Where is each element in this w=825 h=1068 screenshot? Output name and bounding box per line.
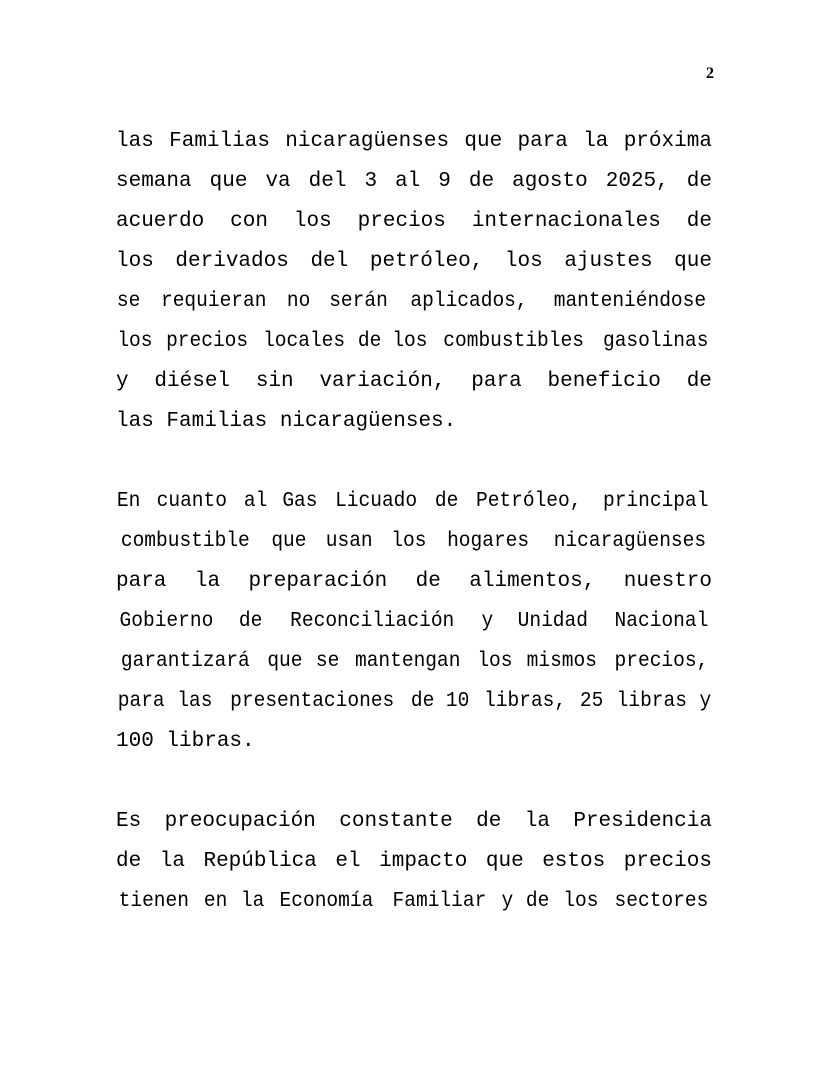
word: para: [517, 130, 568, 153]
word: la: [524, 810, 550, 833]
word: del: [308, 170, 347, 193]
word: de: [526, 890, 550, 913]
word: agosto: [512, 170, 588, 193]
word: ajustes: [564, 250, 653, 273]
word: los: [476, 650, 513, 673]
word: manteniéndose: [553, 290, 707, 313]
word: mantengan: [354, 650, 461, 673]
word: mismos: [527, 650, 598, 673]
word: nicaragüenses: [285, 130, 450, 153]
text-line: [116, 802, 712, 842]
word: requieran: [161, 290, 267, 313]
word: preocupación: [164, 810, 316, 833]
word: y: [699, 690, 712, 713]
word: de: [238, 610, 263, 633]
text-line: [116, 522, 712, 562]
word: que: [674, 250, 712, 273]
text-line: [116, 682, 712, 722]
word: nuestro: [623, 570, 712, 593]
text-line: [116, 602, 712, 642]
word: 2025,: [605, 170, 669, 193]
word: que: [464, 130, 503, 153]
word: que: [267, 650, 303, 673]
word: Gobierno: [119, 610, 214, 633]
word: próxima: [623, 130, 712, 153]
word: 100 libras.: [116, 730, 255, 753]
text-line: [116, 402, 712, 442]
word: República: [203, 850, 317, 873]
text-line: [116, 362, 712, 402]
word: la: [240, 890, 265, 913]
page-number: 2: [706, 65, 714, 82]
word: 9: [438, 170, 451, 193]
word: que: [209, 170, 248, 193]
word: semana: [116, 170, 192, 193]
word: combustibles: [443, 330, 585, 353]
word: de: [686, 370, 712, 393]
word: de: [415, 570, 441, 593]
text-line: [116, 322, 712, 362]
word: variación,: [319, 370, 446, 393]
word: constante: [339, 810, 453, 833]
word: y: [481, 610, 494, 633]
word: va: [265, 170, 291, 193]
paragraph: [116, 482, 712, 762]
word: derivados: [175, 250, 289, 273]
word: Presidencia: [573, 810, 712, 833]
text-line: [116, 882, 712, 922]
word: se: [315, 650, 339, 673]
word: petróleo,: [369, 250, 484, 273]
word: precios: [165, 330, 248, 353]
word: tienen: [118, 890, 189, 913]
word: que: [485, 850, 524, 873]
word: 10: [446, 690, 470, 713]
word: libras: [616, 690, 687, 713]
word: al: [243, 490, 268, 513]
word: de: [468, 170, 495, 193]
word: las Familias nicaragüenses.: [116, 410, 457, 433]
word: internacionales: [471, 210, 661, 233]
word: de: [686, 170, 712, 193]
word: aplicados,: [410, 290, 528, 313]
word: no: [287, 290, 311, 313]
word: hogares: [447, 530, 530, 553]
word: Reconciliación: [290, 610, 455, 633]
word: Gas: [282, 490, 318, 513]
text-line: [116, 242, 712, 282]
text-line: [116, 642, 712, 682]
text-line: [116, 282, 712, 322]
word: para: [116, 570, 167, 593]
word: se: [116, 290, 141, 313]
word: estos: [542, 850, 606, 873]
word: sectores: [614, 890, 709, 913]
word: serán: [329, 290, 389, 313]
word: preparación: [248, 570, 388, 593]
text-line: [116, 722, 712, 762]
text-line: [116, 562, 712, 602]
word: alimentos,: [469, 570, 596, 593]
word: Familiar: [392, 890, 487, 913]
word: 25: [579, 690, 604, 713]
word: combustible: [120, 530, 250, 553]
word: al: [395, 170, 421, 193]
text-line: [116, 842, 712, 882]
word: de: [476, 810, 502, 833]
word: En: [116, 490, 141, 513]
text-line: [116, 162, 712, 202]
text-line: [116, 202, 712, 242]
word: la: [159, 850, 185, 873]
word: el: [335, 850, 361, 873]
word: presentaciones: [230, 690, 395, 713]
word: Economía: [279, 890, 374, 913]
word: las: [116, 130, 154, 153]
word: Licuado: [335, 490, 418, 513]
word: la: [194, 570, 221, 593]
word: Nacional: [614, 610, 709, 633]
word: Petróleo,: [475, 490, 582, 513]
word: diésel: [154, 370, 231, 393]
word: Familias: [169, 130, 270, 153]
word: que: [271, 530, 307, 553]
word: gasolinas: [602, 330, 708, 353]
word: para: [471, 370, 522, 393]
word: garantizará: [120, 650, 250, 673]
word: y: [116, 370, 129, 393]
word: principal: [602, 490, 708, 513]
word: beneficio: [547, 370, 661, 393]
word: los: [391, 530, 427, 553]
word: cuanto: [156, 490, 228, 513]
word: los: [504, 250, 543, 273]
word: de: [116, 850, 142, 873]
word: Es: [116, 810, 142, 833]
word: los: [293, 210, 332, 233]
word: y: [501, 890, 514, 913]
word: de: [411, 690, 435, 713]
word: 3: [364, 170, 378, 193]
word: las: [177, 690, 213, 713]
word: Unidad: [517, 610, 588, 633]
word: de: [358, 330, 382, 353]
word: libras,: [483, 690, 566, 713]
word: del: [310, 250, 349, 273]
word: nicaragüenses: [553, 530, 707, 553]
paragraph: [116, 802, 712, 922]
word: los: [116, 250, 154, 273]
document-body: [116, 122, 712, 922]
word: precios: [623, 850, 712, 873]
word: precios: [357, 210, 446, 233]
word: usan: [325, 530, 373, 553]
word: los: [563, 890, 599, 913]
word: para: [117, 690, 165, 713]
paragraph: [116, 122, 712, 442]
text-line: [116, 122, 712, 162]
word: los: [117, 330, 153, 353]
word: acuerdo: [116, 210, 205, 233]
word: impacto: [379, 850, 468, 873]
word: precios,: [614, 650, 709, 673]
word: con: [230, 210, 268, 233]
word: locales: [263, 330, 346, 353]
word: la: [583, 130, 609, 153]
word: de: [686, 210, 712, 233]
word: en: [203, 890, 228, 913]
word: los: [392, 330, 428, 353]
word: sin: [255, 370, 294, 393]
text-line: [116, 482, 712, 522]
word: de: [434, 490, 458, 513]
